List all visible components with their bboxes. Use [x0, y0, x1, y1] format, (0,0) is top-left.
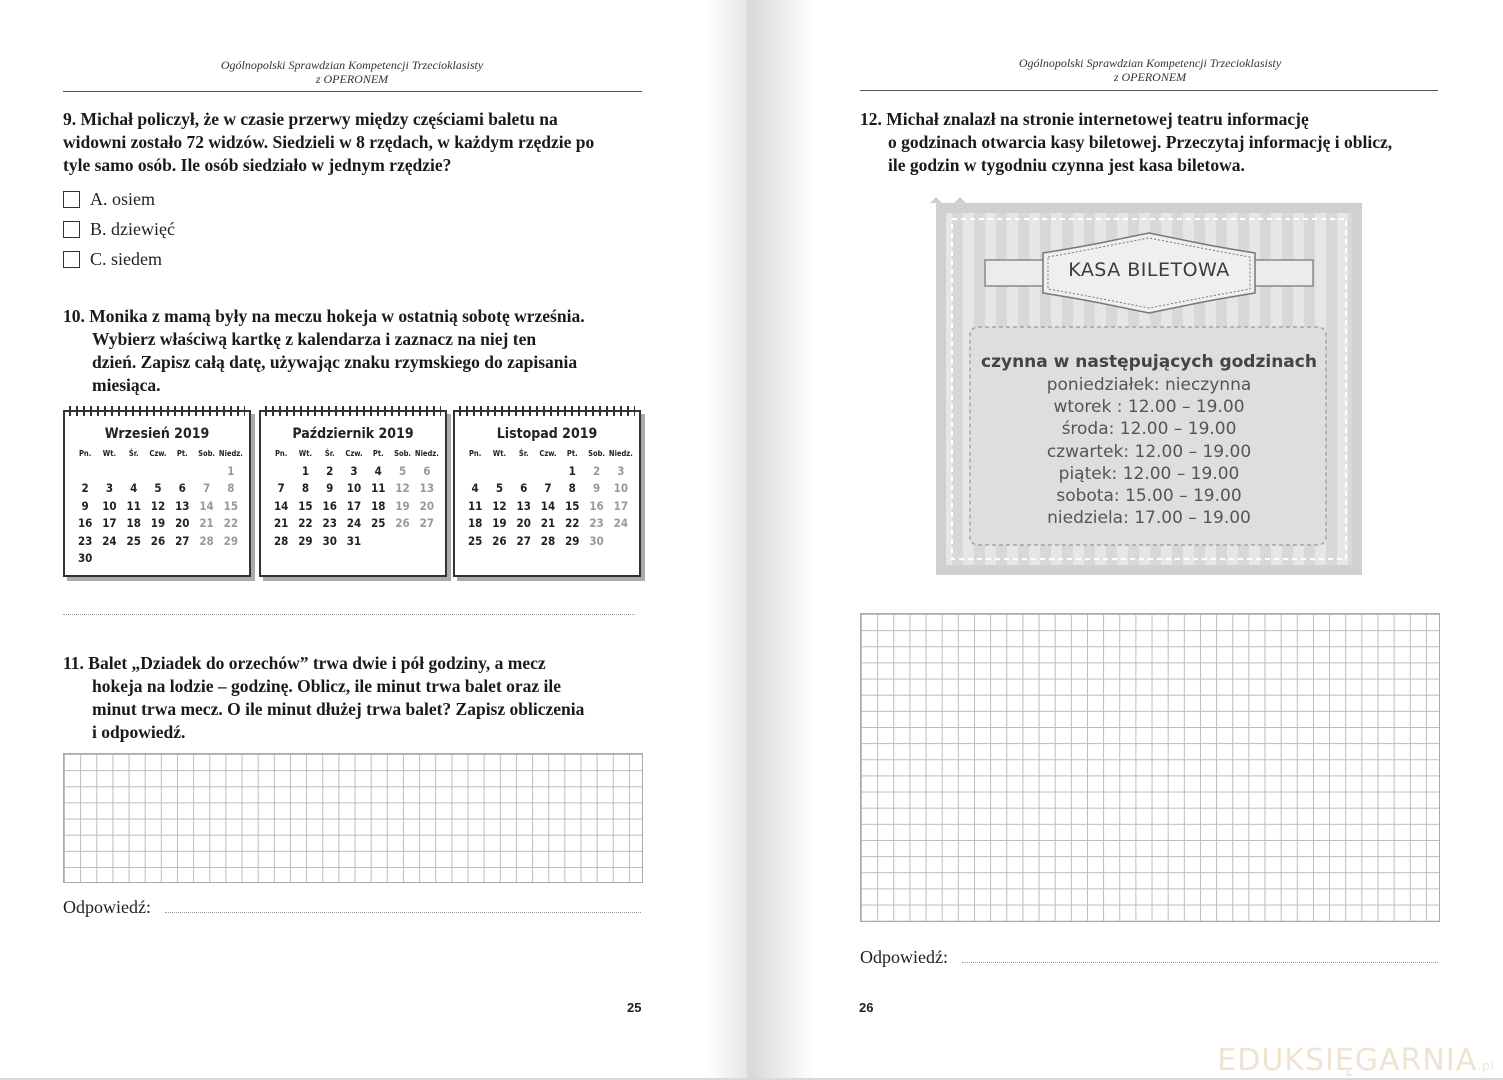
header-rule: [63, 91, 642, 92]
header-rule: [860, 90, 1438, 91]
question-11-line: 11. Balet „Dziadek do orzechów” trwa dwie i pół godziny, a mecz: [63, 653, 546, 673]
calendar-day-headers: [269, 449, 439, 458]
calendar-day[interactable]: 8: [301, 481, 310, 496]
spine-shadow: [707, 0, 747, 1078]
watermark-suffix: .pl: [1477, 1059, 1495, 1073]
calculation-grid[interactable]: [860, 613, 1440, 922]
calendar-day[interactable]: 12: [395, 481, 410, 496]
option-c[interactable]: [63, 249, 162, 269]
calendar-day[interactable]: 24: [102, 533, 117, 548]
day-header: Sob.: [198, 449, 215, 458]
calendar-day[interactable]: 23: [589, 516, 604, 531]
day-header: Sob.: [588, 449, 605, 458]
option-a[interactable]: [63, 189, 155, 209]
calendar-day[interactable]: 16: [322, 498, 337, 513]
calendar-title: Listopad 2019: [496, 426, 598, 442]
page-number: 25: [627, 1000, 642, 1015]
calendar-day[interactable]: 10: [102, 498, 117, 513]
calendar-october[interactable]: [259, 410, 447, 577]
calendar-rings: [459, 406, 635, 416]
day-header: Czw.: [539, 449, 557, 458]
calendar-day[interactable]: 12: [150, 498, 166, 513]
calendar-day[interactable]: 29: [223, 533, 239, 548]
calendar-day[interactable]: 17: [613, 498, 629, 513]
question-10-line: dzień. Zapisz całą datę, używając znaku rzymskiego do zapisania: [92, 352, 578, 372]
hours-monday: poniedziałek: nieczynna: [1046, 375, 1252, 395]
calendar-day[interactable]: 15: [298, 498, 313, 513]
day-header: Niedz.: [608, 449, 633, 458]
question-11-line: hokeja na lodzie – godzinę. Oblicz, ile minut trwa balet oraz ile: [92, 676, 562, 696]
page-number: 26: [859, 1000, 874, 1015]
header-line1: Ogólnopolski Sprawdzian Kompetencji Trzecioklasisty: [220, 58, 484, 72]
date-answer-line[interactable]: [63, 614, 635, 615]
calendar-day[interactable]: 11: [467, 498, 483, 513]
calendar-day[interactable]: 14: [273, 498, 289, 513]
calendar-day[interactable]: 5: [495, 481, 504, 496]
calendar-day[interactable]: 16: [77, 516, 93, 531]
calendar-day[interactable]: 23: [322, 516, 337, 531]
day-header: Śr.: [518, 449, 529, 458]
hours-heading: czynna w następujących godzinach: [981, 352, 1317, 372]
calendar-day[interactable]: 6: [520, 481, 528, 496]
day-header: Pt.: [372, 449, 384, 458]
calendar-day[interactable]: 4: [130, 481, 138, 496]
day-header: Pn.: [274, 449, 288, 458]
calendar-day[interactable]: 18: [126, 516, 141, 531]
option-label: C. siedem: [90, 249, 162, 269]
day-header: Sob.: [394, 449, 411, 458]
answer-label: Odpowiedź:: [860, 947, 948, 967]
calendar-day[interactable]: 18: [371, 498, 386, 513]
calendar-day[interactable]: 14: [199, 498, 214, 513]
calendar-day[interactable]: 1: [568, 463, 576, 478]
calendar-day[interactable]: 1: [301, 463, 310, 478]
calendar-day[interactable]: 22: [565, 516, 580, 531]
ticket-title: KASA BILETOWA: [1068, 259, 1230, 281]
checkbox[interactable]: [63, 191, 80, 208]
question-9-line: 9. Michał policzył, że w czasie przerwy między częściami baletu na: [63, 109, 558, 129]
option-label: A. osiem: [90, 189, 155, 209]
calendar-day[interactable]: 23: [77, 533, 93, 548]
calendar-day[interactable]: 7: [544, 481, 552, 496]
calendar-day[interactable]: 25: [467, 533, 483, 548]
calendar-day[interactable]: 26: [395, 516, 410, 531]
calendar-day[interactable]: 6: [178, 481, 186, 496]
page-header: [150, 58, 554, 86]
calendar-day[interactable]: 9: [81, 498, 89, 513]
calendar-day[interactable]: 9: [592, 481, 601, 496]
day-header: Czw.: [345, 449, 363, 458]
calendar-day[interactable]: 4: [374, 463, 382, 478]
option-label: B. dziewięć: [90, 219, 175, 239]
calendar-day[interactable]: 2: [326, 463, 334, 478]
calendar-day[interactable]: 10: [346, 481, 362, 496]
day-header: Pn.: [78, 449, 92, 458]
hours-friday: piątek: 12.00 – 19.00: [1058, 463, 1240, 484]
calendar-day[interactable]: 28: [540, 533, 556, 548]
calendar-day[interactable]: 22: [298, 516, 313, 531]
calendar-rings: [69, 406, 245, 416]
calendar-day[interactable]: 27: [175, 533, 190, 548]
calendar-day[interactable]: 7: [202, 481, 211, 496]
header-line2: z OPERONEM: [1113, 70, 1187, 84]
calendar-day[interactable]: 2: [592, 463, 601, 478]
calendar-day[interactable]: 25: [126, 533, 141, 548]
day-header: Niedz.: [414, 449, 439, 458]
calendar-day[interactable]: 26: [150, 533, 166, 548]
calendar-day[interactable]: 16: [589, 498, 604, 513]
calendar-day[interactable]: 30: [77, 551, 93, 566]
calendar-day[interactable]: 3: [350, 463, 358, 478]
header-line1: Ogólnopolski Sprawdzian Kompetencji Trzecioklasisty: [1018, 56, 1282, 70]
answer-label: Odpowiedź:: [63, 897, 151, 917]
calendar-days[interactable]: [463, 462, 633, 550]
answer-line[interactable]: [962, 962, 1438, 963]
calendar-day[interactable]: 28: [199, 533, 214, 548]
calendar-day[interactable]: 3: [617, 463, 625, 478]
calendar-day[interactable]: 19: [492, 516, 507, 531]
calendar-days[interactable]: [73, 462, 243, 567]
calendar-day[interactable]: 29: [298, 533, 313, 548]
calendar-title: Październik 2019: [292, 426, 414, 442]
header-line2: z OPERONEM: [315, 72, 389, 86]
calendar-day[interactable]: 14: [540, 498, 556, 513]
day-header: Śr.: [324, 449, 335, 458]
calendar-day[interactable]: 25: [371, 516, 386, 531]
day-header: Śr.: [128, 449, 139, 458]
calendar-day[interactable]: 3: [105, 481, 114, 496]
question-12-line: 12. Michał znalazł na stronie internetowej teatru informację: [860, 109, 1309, 129]
calendar-day[interactable]: 30: [322, 533, 337, 548]
question-12-line: o godzinach otwarcia kasy biletowej. Przeczytaj informację i oblicz,: [888, 132, 1393, 152]
calendar-day[interactable]: 5: [154, 481, 162, 496]
day-header: Pt.: [566, 449, 578, 458]
day-header: Wt.: [298, 449, 313, 458]
hours-wednesday: środa: 12.00 – 19.00: [1061, 419, 1237, 440]
calendar-rings: [265, 406, 441, 416]
calendar-day[interactable]: 10: [613, 481, 629, 496]
calendar-day[interactable]: 19: [150, 516, 166, 531]
hours-sunday: niedziela: 17.00 – 19.00: [1047, 508, 1251, 529]
calendar-day[interactable]: 1: [227, 463, 235, 478]
calendar-day[interactable]: 12: [492, 498, 507, 513]
question-9-line: widowni zostało 72 widzów. Siedzieli w 8 rzędach, w każdym rzędzie po: [63, 132, 595, 152]
calendar-day[interactable]: 15: [565, 498, 580, 513]
calendar-day[interactable]: 8: [227, 481, 235, 496]
watermark-text: EDUKSIĘGARNIA: [1217, 1043, 1478, 1078]
calendar-day[interactable]: 27: [516, 533, 531, 548]
calendar-day[interactable]: 29: [565, 533, 580, 548]
question-12: [860, 108, 1460, 177]
spine-shadow: [754, 0, 814, 1078]
checkbox[interactable]: [63, 221, 80, 238]
day-header: Pn.: [468, 449, 482, 458]
calendar-day[interactable]: 27: [419, 516, 435, 531]
calendar-day[interactable]: 19: [395, 498, 410, 513]
hours-list: [930, 374, 1368, 529]
calendar-september[interactable]: [63, 410, 251, 577]
answer-line[interactable]: [165, 912, 641, 913]
calendar-day[interactable]: 15: [223, 498, 239, 513]
question-10-line: Wybierz właściwą kartkę z kalendarza i zaznacz na niej ten: [92, 329, 537, 349]
calendar-day[interactable]: 11: [126, 498, 141, 513]
day-header: Czw.: [149, 449, 167, 458]
ticket-office-sign: [930, 197, 1368, 581]
calendar-day[interactable]: 4: [471, 481, 479, 496]
option-b[interactable]: [63, 219, 175, 239]
hours-saturday: sobota: 15.00 – 19.00: [1056, 486, 1242, 507]
calendar-title: Wrzesień 2019: [104, 426, 210, 442]
calendar-november[interactable]: [453, 410, 641, 577]
calendar-day[interactable]: 20: [419, 498, 435, 513]
calendar-day[interactable]: 13: [419, 481, 435, 496]
calendar-day[interactable]: 2: [81, 481, 89, 496]
calendar-day[interactable]: 18: [467, 516, 483, 531]
day-header: Wt.: [102, 449, 117, 458]
calendar-day[interactable]: 21: [273, 516, 289, 531]
calendar-day[interactable]: 11: [371, 481, 386, 496]
calendar-days[interactable]: [269, 462, 439, 550]
hours-thursday: czwartek: 12.00 – 19.00: [1046, 441, 1252, 462]
question-11-line: i odpowiedź.: [92, 722, 186, 742]
calendar-day[interactable]: 21: [199, 516, 214, 531]
calendar-day[interactable]: 20: [175, 516, 190, 531]
calendar-day[interactable]: 31: [346, 533, 362, 548]
calendar-day[interactable]: 21: [540, 516, 556, 531]
calendar-day[interactable]: 7: [277, 481, 285, 496]
calendar-day[interactable]: 8: [568, 481, 576, 496]
calendar-day[interactable]: 20: [516, 516, 531, 531]
question-9-line: tyle samo osób. Ile osób siedziało w jednym rzędzie?: [63, 155, 452, 175]
day-header: Niedz.: [218, 449, 243, 458]
checkbox[interactable]: [63, 251, 80, 268]
left-page: [0, 0, 747, 1078]
hours-tuesday: wtorek : 12.00 – 19.00: [1053, 397, 1245, 418]
question-11: [63, 652, 653, 744]
calendar-day[interactable]: 22: [223, 516, 239, 531]
day-header: Wt.: [492, 449, 507, 458]
question-9: [63, 108, 653, 177]
calendar-day[interactable]: 6: [423, 463, 431, 478]
calendar-day[interactable]: 17: [102, 516, 117, 531]
question-11-line: minut trwa mecz. O ile minut dłużej trwa balet? Zapisz obliczenia: [92, 699, 585, 719]
calendar-day[interactable]: 9: [326, 481, 334, 496]
question-10-line: miesiąca.: [92, 375, 161, 395]
calendar-day[interactable]: 13: [516, 498, 531, 513]
calendar-day[interactable]: 26: [492, 533, 507, 548]
calendar-day[interactable]: 28: [273, 533, 289, 548]
day-header: Pt.: [176, 449, 188, 458]
calendar-day[interactable]: 13: [175, 498, 190, 513]
calendar-day[interactable]: 17: [346, 498, 362, 513]
calendar-day[interactable]: 5: [398, 463, 407, 478]
calendar-day[interactable]: 30: [589, 533, 604, 548]
page-header: [948, 56, 1352, 84]
calculation-grid[interactable]: [63, 753, 643, 883]
question-10: [63, 305, 653, 397]
calendar-day[interactable]: 24: [613, 516, 629, 531]
question-10-line: 10. Monika z mamą były na meczu hokeja w ostatnią sobotę września.: [63, 306, 585, 326]
calendar-day-headers: [463, 449, 633, 458]
question-12-line: ile godzin w tygodniu czynna jest kasa biletowa.: [888, 155, 1245, 175]
watermark: [1217, 1043, 1495, 1078]
calendar-day[interactable]: 24: [346, 516, 362, 531]
calendar-day-headers: [73, 449, 243, 458]
